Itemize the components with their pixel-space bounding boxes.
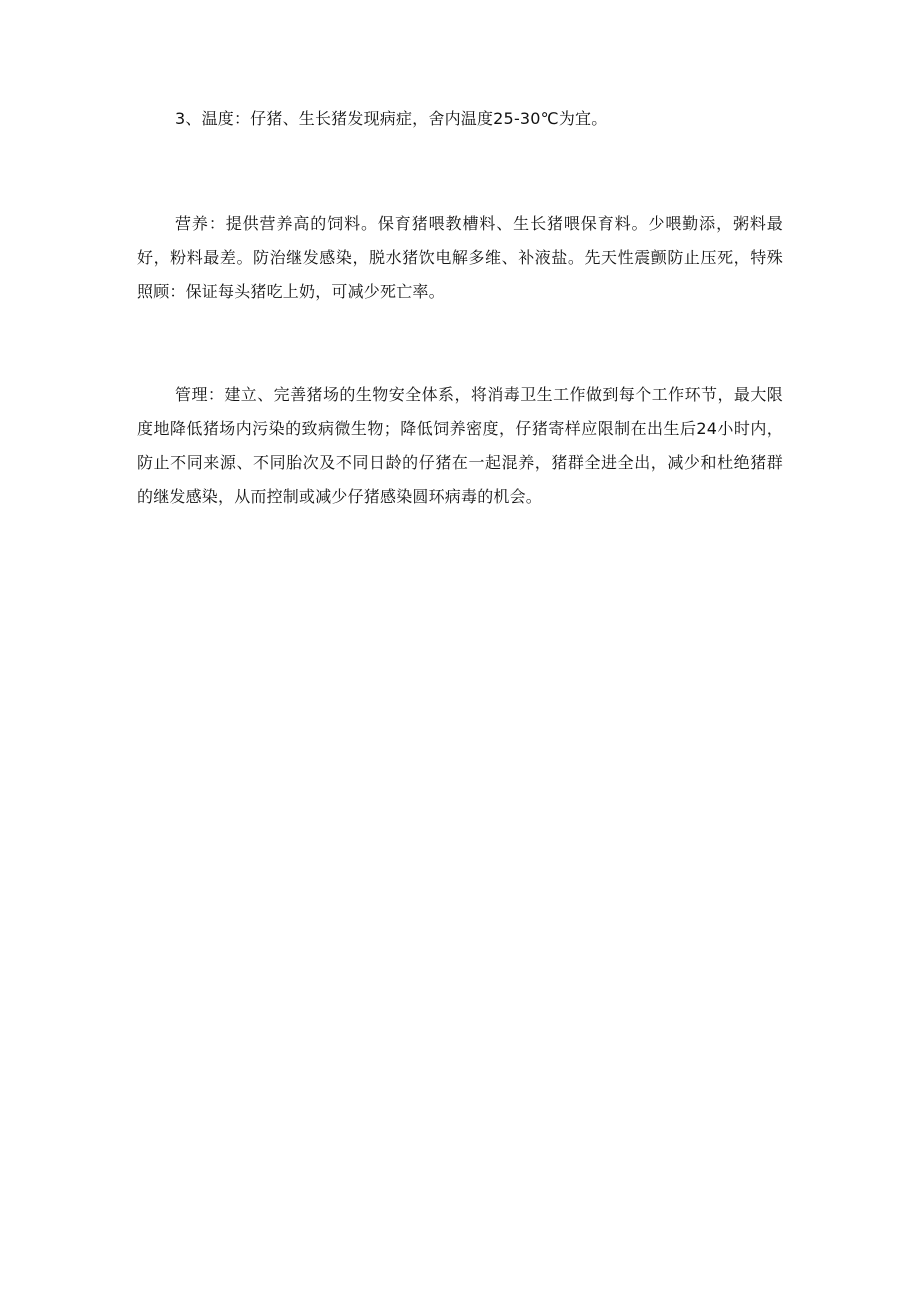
paragraph-management: 管理：建立、完善猪场的生物安全体系，将消毒卫生工作做到每个工作环节，最大限度地降低猪场内污染的致病微生物；降低饲养密度，仔猪寄样应限制在出生后24小时内，防止不同来源、不同胎次及不同日龄的仔猪在一起混养，猪群全进全出，减少和杜绝猪群的继发感染，从而控制或减少仔猪感染圆环病毒的机会。 — [137, 385, 783, 506]
paragraph-nutrition: 营养：提供营养高的饲料。保育猪喂教槽料、生长猪喂保育料。少喂勤添，粥料最好，粉料最差。防治继发感染，脱水猪饮电解多维、补液盐。先天性震颤防止压死，特殊照顾：保证每头猪吃上奶，可减少死亡率。 — [137, 214, 783, 301]
document-body — [137, 102, 783, 514]
paragraph-temperature: 3、温度：仔猪、生长猪发现病症，舍内温度25-30℃为宜。 — [175, 109, 608, 128]
